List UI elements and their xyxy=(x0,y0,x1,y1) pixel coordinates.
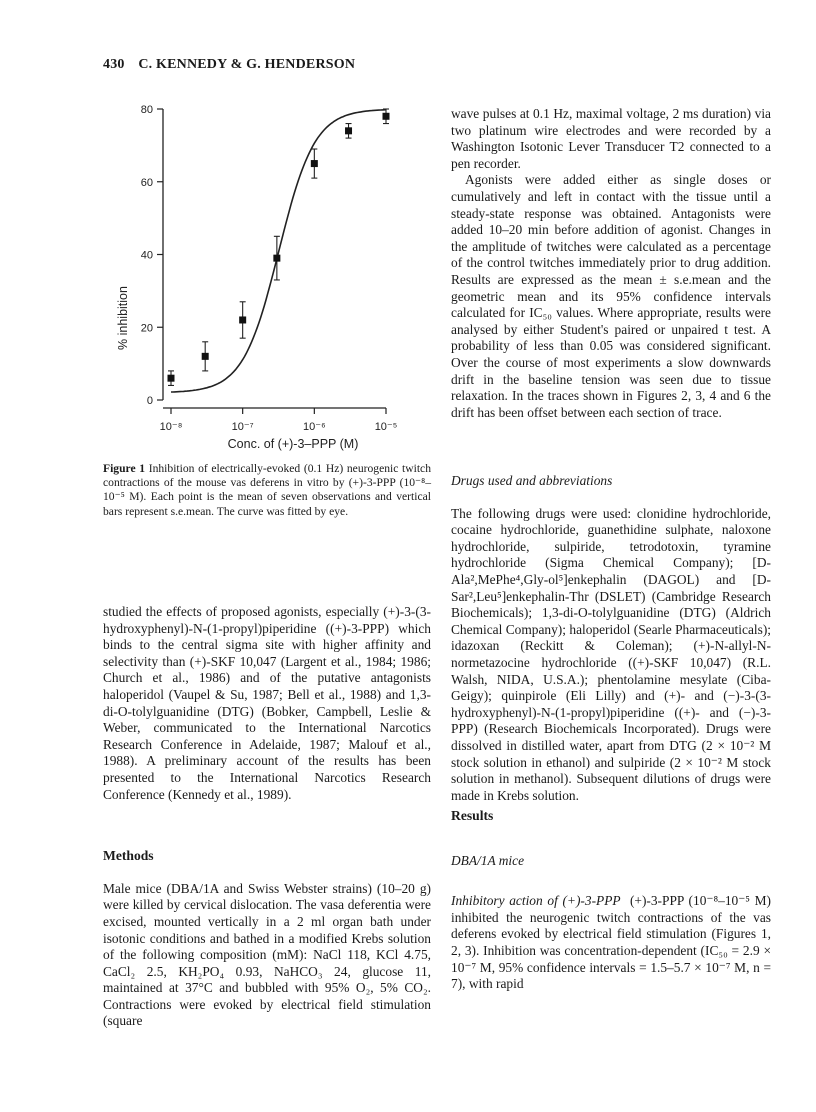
y-tick-label: 60 xyxy=(140,176,153,189)
chart-y-label: % inhibition xyxy=(116,286,130,350)
figure-caption-label: Figure 1 xyxy=(103,462,146,475)
inhibitory-action-paragraph xyxy=(451,893,771,993)
page-number: 430 xyxy=(103,57,125,72)
data-point xyxy=(168,375,175,382)
right-column-drugs xyxy=(451,473,771,804)
x-tick-label: 10⁻⁸ xyxy=(159,421,183,433)
drugs-paragraph: The following drugs were used: clonidine hydrochloride, cocaine hydrochloride, guanethidine sulphate, naloxone hydrochloride, sulpiride, tetrodotoxin, tyramine hydrochloride (Sigma Chemical Company); [D-Ala²,MePhe⁴,Gly-ol⁵]enkephalin (DAGOL) and [D-Sar²,Leu⁵]enkephalin-Thr (DSLET) (Cambridge Research Biochemicals); 1,3-di-O-tolylguanidine (DTG) (Aldrich Chemical Company); haloperidol (Searle Pharmaceuticals); idazoxan (Reckitt & Coleman); (+)-N-allyl-N-normetazocine hydrochloride ((+)-SKF 10,047) (R.L. Walsh, NIDA, U.S.A.); phentolamine mesylate (Ciba-Geigy); quinpirole (Eli Lilly) and (+)- and (−)-3-(3-hydroxyphenyl)-N-(1-propyl)piperidine ((+)- and (−)-3-PPP) (Research Biochemicals Incorporated). Drugs were dissolved in distilled water, apart from DTG (2 × 10⁻² M stock solution in ethanol) and sulpiride (2 × 10⁻² M stock solution in methanol). Subsequent dilutions of drugs were made in Krebs solution. xyxy=(451,505,771,803)
right-column-results xyxy=(451,808,771,993)
x-tick-label: 10⁻⁵ xyxy=(374,421,398,433)
data-point xyxy=(383,113,390,120)
right-column-top xyxy=(451,106,771,421)
chart-x-label: Conc. of (+)-3–PPP (M) xyxy=(227,437,359,451)
data-point xyxy=(345,127,352,134)
dba-heading: DBA/1A mice xyxy=(451,852,525,868)
data-point xyxy=(202,353,209,360)
figure-1-chart xyxy=(103,98,423,454)
running-header-authors: C. KENNEDY & G. HENDERSON xyxy=(138,57,356,72)
data-point xyxy=(311,160,318,167)
figure-caption xyxy=(103,462,431,519)
methods-paragraph: Male mice (DBA/1A and Swiss Webster strains) (10–20 g) were killed by cervical dislocation. The vasa deferentia were excised, mounted vertically in a 2 ml organ bath under isotonic conditions and bathed in a modified Krebs solution of the following composition (mM): NaCl 118, KCl 4.75, CaCl₂ 2.5, KH₂PO₄ 0.93, NaHCO₃ 24, glucose 11, maintained at 37°C and bubbled with 95% O₂, 5% CO₂. Contractions were evoked by electrical field stimulation (square xyxy=(103,880,431,1029)
chart-ticks xyxy=(141,104,398,433)
y-tick-label: 40 xyxy=(140,249,153,262)
data-point xyxy=(273,255,280,262)
chart-curve xyxy=(171,110,386,392)
results-heading: Results xyxy=(451,808,494,823)
y-tick-label: 0 xyxy=(146,395,153,407)
inhibitory-action-heading: Inhibitory action of (+)-3-PPP xyxy=(451,893,621,909)
x-tick-label: 10⁻⁶ xyxy=(303,421,326,433)
drugs-heading: Drugs used and abbreviations xyxy=(451,473,613,488)
methods-heading: Methods xyxy=(103,848,154,864)
figure-caption-text: Inhibition of electrically-evoked (0.1 Hz) neurogenic twitch contractions of the mouse vas deferens in vitro by (+)-3-PPP (10⁻⁸–10⁻⁵ M). Each point is the mean of seven observations and vertical bars represent s.e.mean. The curve was fitted by eye. xyxy=(103,462,431,518)
intro-paragraph: studied the effects of proposed agonists, especially (+)-3-(3-hydroxyphenyl)-N-(1-propyl)piperidine ((+)-3-PPP) which binds to the central sigma site with higher affinity and selectivity than (+)-SKF 10,047 (Largent et al., 1984; 1986; Church et al., 1986) and of the putative antagonists haloperidol (Vaupel & Su, 1987; Bell et al., 1988) and 1,3-di-O-tolylguanidine (DTG) (Bobker, Campbell, Leslie & Weber, communicated to the International Narcotics Research Conference in Adelaide, 1987; Malouf et al., 1988). A preliminary account of the results has been presented to the International Narcotics Research Conference (Kennedy et al., 1989). xyxy=(103,604,431,802)
y-tick-label: 80 xyxy=(140,104,153,116)
data-point xyxy=(239,316,246,323)
running-header xyxy=(103,57,355,73)
chart-marks xyxy=(168,109,390,385)
fitted-curve xyxy=(171,110,386,392)
left-column xyxy=(103,604,431,1030)
inhibitory-action-text: (+)-3-PPP (10⁻⁸–10⁻⁵ M) inhibited the neurogenic twitch contractions of the vas deferens evoked by electrical field stimulation (Figures 1, 2, 3). Inhibition was concentration-dependent (IC₅₀ = 2.9 × 10⁻⁷ M, 95% confidence intervals = 1.5–5.7 × 10⁻⁷ M, n = 7), with rapid xyxy=(451,893,771,992)
x-tick-label: 10⁻⁷ xyxy=(231,421,254,433)
y-tick-label: 20 xyxy=(140,322,153,335)
methods-continued-paragraph: wave pulses at 0.1 Hz, maximal voltage, 2 ms duration) via two platinum wire electrodes and were recorded by a Washington Isotonic Lever Transducer T2 connected to a pen recorder. xyxy=(451,106,771,171)
analysis-paragraph: Agonists were added either as single doses or cumulatively and left in contact with the tissue until a steady-state response was obtained. Antagonists were added 10–20 min before addition of agonist. Changes in the amplitude of twitches were calculated as a percentage of the control twitches immediately prior to drug addition. Results are expressed as the mean ± s.e.mean and the geometric mean and its 95% confidence intervals calculated for IC₅₀ values. Where appropriate, results were analysed by either Student's paired or unpaired t test. A probability of less than 0.05 was considered significant. Over the course of most experiments a slow downwards drift in the baseline tension was seen due to tissue relaxation. In the traces shown in Figures 2, 3, 4 and 6 the drift has been offset between each section of trace. xyxy=(451,172,771,420)
